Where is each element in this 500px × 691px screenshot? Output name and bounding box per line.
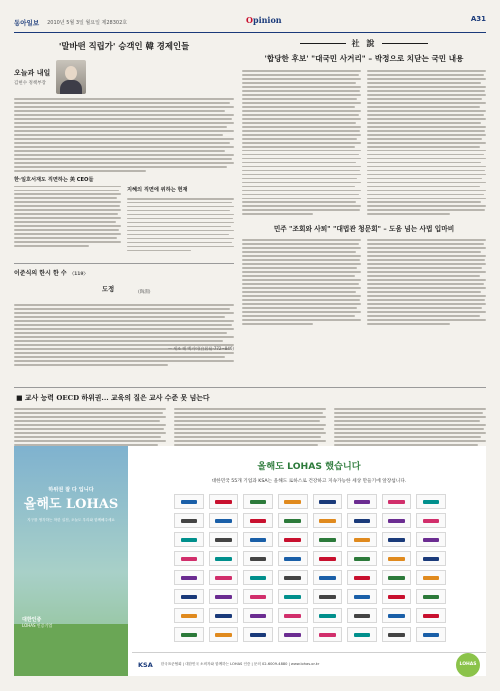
company-logo — [382, 551, 412, 566]
left-column — [14, 36, 234, 352]
column-subhead-2: 지혜의 직면에 위하는 현재 — [127, 186, 188, 193]
company-logo — [416, 589, 446, 604]
company-logo — [243, 532, 273, 547]
right-column — [242, 36, 486, 329]
company-logo — [243, 513, 273, 528]
company-logo — [243, 551, 273, 566]
ad-left-note: 지구를 생각하는 착한 실천, 오늘도 우리와 함께해주세요 — [27, 518, 115, 522]
dateline: 2010년 5월 3일 월요일 제28302호 — [47, 19, 128, 26]
lohas-badge-icon: LOHAS — [456, 653, 480, 677]
company-logo — [347, 494, 377, 509]
company-logo — [313, 551, 343, 566]
company-logo — [278, 494, 308, 509]
company-logo — [416, 494, 446, 509]
poem-series-number: 〈119〉 — [69, 272, 89, 278]
ad-left-brand: 올해도 LOHAS — [23, 497, 119, 512]
column-name: 오늘과 내일 — [14, 69, 51, 77]
company-logo — [174, 551, 204, 566]
ksa-contact-text: 한국표준협회 | 대한민국 소비자와 함께하는 LOHAS 인증 | 문의 02-6009-4880 | www.lohas.or.kr — [160, 661, 320, 666]
company-logo — [416, 551, 446, 566]
ksa-logo: KSA — [138, 660, 153, 669]
ad-left-footer2: LOHAS 인증기업 — [22, 623, 53, 628]
company-logo — [278, 589, 308, 604]
poem-author: (陶淵) — [138, 290, 151, 296]
company-logo — [382, 627, 412, 642]
company-logo — [313, 494, 343, 509]
company-logo — [243, 570, 273, 585]
company-logo — [347, 570, 377, 585]
company-logo — [174, 494, 204, 509]
company-logo — [313, 589, 343, 604]
column-headline: '말바떤 직립가' 승객인 韓 경제인들 — [58, 41, 190, 51]
section-logo-rest: pinion — [252, 15, 282, 25]
company-logo — [209, 627, 239, 642]
company-logo — [174, 627, 204, 642]
company-logo — [174, 532, 204, 547]
masthead — [14, 14, 486, 30]
company-logo — [382, 589, 412, 604]
company-logo — [416, 570, 446, 585]
company-logo — [209, 589, 239, 604]
company-logo — [174, 589, 204, 604]
poem-title: 도정 — [102, 286, 115, 294]
company-logo — [313, 513, 343, 528]
company-logo — [209, 494, 239, 509]
company-logo — [313, 608, 343, 623]
section-logo — [246, 15, 282, 25]
ad-subtitle: 대한민국 55개 기업과 KSA는 올해도 로하스로 건강하고 지속가능한 세상 만들기에 앞장섭니다. — [211, 479, 407, 484]
company-logo — [347, 532, 377, 547]
poem-credit: — 세조 해 백거이(白居易·772~846) — [167, 346, 234, 352]
editorial-1-body — [242, 70, 486, 219]
company-logo — [416, 532, 446, 547]
column-body-2 — [14, 186, 234, 256]
company-logo — [174, 608, 204, 623]
company-logo-grid — [174, 494, 446, 642]
top-rule — [14, 32, 486, 33]
company-logo — [209, 551, 239, 566]
editorial-1-headline: '합당한 후보' "대국민 사거리" – 박정으로 치닫는 국민 내용 — [264, 54, 464, 63]
company-logo — [278, 532, 308, 547]
company-logo — [243, 589, 273, 604]
ad-footer — [132, 652, 486, 676]
company-logo — [243, 627, 273, 642]
poem-box — [14, 263, 234, 352]
editorial-2-headline: 민주 "조회와 사퇴" "대법관 청문회" – 도움 넘는 사법 입마비 — [273, 225, 455, 234]
company-logo — [347, 608, 377, 623]
company-logo — [347, 589, 377, 604]
company-logo — [278, 551, 308, 566]
author-box — [14, 60, 234, 94]
poem-series-title — [14, 268, 234, 277]
company-logo — [382, 608, 412, 623]
company-logo — [278, 627, 308, 642]
ad-left-line1: 하위권 잘 다 입니다 — [48, 487, 94, 493]
company-logo — [243, 494, 273, 509]
editorial-label — [242, 38, 486, 49]
poem-series-name: 이준식의 한시 한 수 — [14, 270, 67, 278]
company-logo — [209, 570, 239, 585]
ad-left-panel — [14, 446, 128, 676]
ad-title: 올해도 LOHAS 했습니다 — [257, 461, 361, 472]
editorial-2-body — [242, 239, 486, 328]
company-logo — [278, 608, 308, 623]
company-logo — [416, 608, 446, 623]
company-logo — [313, 570, 343, 585]
company-logo — [347, 627, 377, 642]
company-logo — [382, 513, 412, 528]
author-name: 김현수 정책부장 — [14, 81, 46, 86]
wide-editorial-headline: ■ 교사 능력 OECD 하위권... 교육의 질은 교사 수준 못 넘는다 — [16, 394, 210, 402]
company-logo — [382, 494, 412, 509]
company-logo — [278, 570, 308, 585]
company-logo — [278, 513, 308, 528]
ad-main-panel — [132, 446, 486, 676]
section-logo-o: O — [246, 15, 253, 25]
company-logo — [174, 570, 204, 585]
company-logo — [174, 513, 204, 528]
company-logo — [209, 513, 239, 528]
author-photo — [56, 60, 86, 94]
company-logo — [382, 570, 412, 585]
column-subhead-1: 한·일호서재도 직면하는 美 CEO들 — [14, 176, 94, 183]
poem-body — [14, 304, 234, 366]
column-body-1 — [14, 98, 234, 172]
company-logo — [347, 551, 377, 566]
company-logo — [416, 513, 446, 528]
company-logo — [209, 608, 239, 623]
company-logo — [313, 532, 343, 547]
paper-name: 동아일보 — [14, 18, 40, 27]
editorial-label-text: 社 說 — [351, 38, 377, 48]
company-logo — [416, 627, 446, 642]
company-logo — [313, 627, 343, 642]
company-logo — [243, 608, 273, 623]
ad-left-footer1: 대한인증 — [22, 617, 42, 623]
page-number: A31 — [470, 15, 486, 23]
company-logo — [382, 532, 412, 547]
company-logo — [209, 532, 239, 547]
lohas-advertisement[interactable] — [14, 446, 486, 676]
company-logo — [347, 513, 377, 528]
